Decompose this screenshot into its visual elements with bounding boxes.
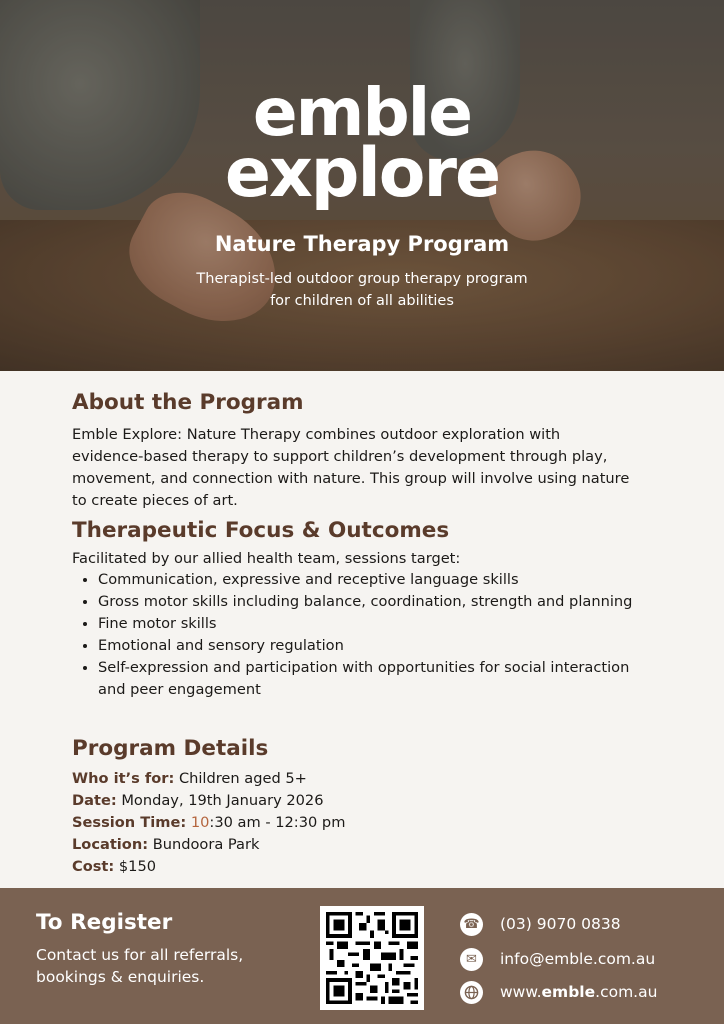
website-prefix: www. <box>500 983 542 1001</box>
about-body: Emble Explore: Nature Therapy combines outdoor exploration with evidence-based therapy to support children’s development through play, movement, and connection with nature. This group will involve using nature to create pieces of art. <box>72 426 630 509</box>
list-item: • Gross motor skills including balance, coordination, strength and planning <box>98 591 638 613</box>
phone-icon: ☎ <box>460 913 483 936</box>
detail-value: Children aged 5+ <box>178 770 307 787</box>
list-item: • Emotional and sensory regulation <box>98 635 638 657</box>
subtitle-line-1: Therapist-led outdoor group therapy program <box>196 271 528 287</box>
phone-number: (03) 9070 0838 <box>500 915 621 933</box>
detail-label: Cost: <box>72 858 115 875</box>
website-suffix: .com.au <box>595 983 658 1001</box>
about-heading: About the Program <box>72 390 304 415</box>
email-address: info@emble.com.au <box>500 950 656 968</box>
detail-who <box>72 768 345 790</box>
contact-website[interactable] <box>460 980 657 1004</box>
detail-label: Session Time: <box>72 814 187 831</box>
register-footer <box>0 888 724 1024</box>
detail-value: Bundoora Park <box>152 836 260 853</box>
logo-line-2: explore <box>224 134 500 213</box>
hero-banner <box>0 0 724 371</box>
detail-value: $150 <box>118 858 157 875</box>
details-heading: Program Details <box>72 736 269 761</box>
globe-glyph <box>464 985 479 1000</box>
logo-line-1: emble <box>252 74 472 151</box>
list-item: • Communication, expressive and receptive language skills <box>98 569 638 591</box>
website-brand: emble <box>541 983 596 1001</box>
program-subtitle <box>0 268 724 312</box>
detail-label: Who it’s for: <box>72 770 175 787</box>
register-heading: To Register <box>36 910 173 935</box>
detail-value: Monday, 19th January 2026 <box>121 792 324 809</box>
list-item: • Self-expression and participation with opportunities for social interaction and peer engagement <box>98 657 638 701</box>
focus-intro: Facilitated by our allied health team, sessions target: <box>72 550 461 567</box>
contact-email[interactable] <box>460 947 655 971</box>
focus-heading: Therapeutic Focus & Outcomes <box>72 518 450 543</box>
details-list <box>72 768 345 878</box>
list-item: • Fine motor skills <box>98 613 638 635</box>
detail-date <box>72 790 345 812</box>
detail-time <box>72 812 345 834</box>
mail-icon: ✉ <box>460 948 483 971</box>
detail-label: Date: <box>72 792 117 809</box>
website-url <box>500 983 657 1001</box>
detail-value-accent: 10 <box>190 814 210 831</box>
focus-list <box>72 569 638 701</box>
detail-cost <box>72 856 345 878</box>
detail-label: Location: <box>72 836 149 853</box>
register-body: Contact us for all referrals, bookings & enquiries. <box>36 946 244 986</box>
qr-code-graphic <box>326 912 418 1004</box>
program-title: Nature Therapy Program <box>214 232 510 256</box>
globe-icon <box>460 981 483 1004</box>
contact-phone[interactable] <box>460 912 621 936</box>
detail-value: :30 am - 12:30 pm <box>209 814 346 831</box>
qr-code[interactable] <box>320 906 424 1010</box>
detail-location <box>72 834 345 856</box>
subtitle-line-2: for children of all abilities <box>270 293 454 309</box>
